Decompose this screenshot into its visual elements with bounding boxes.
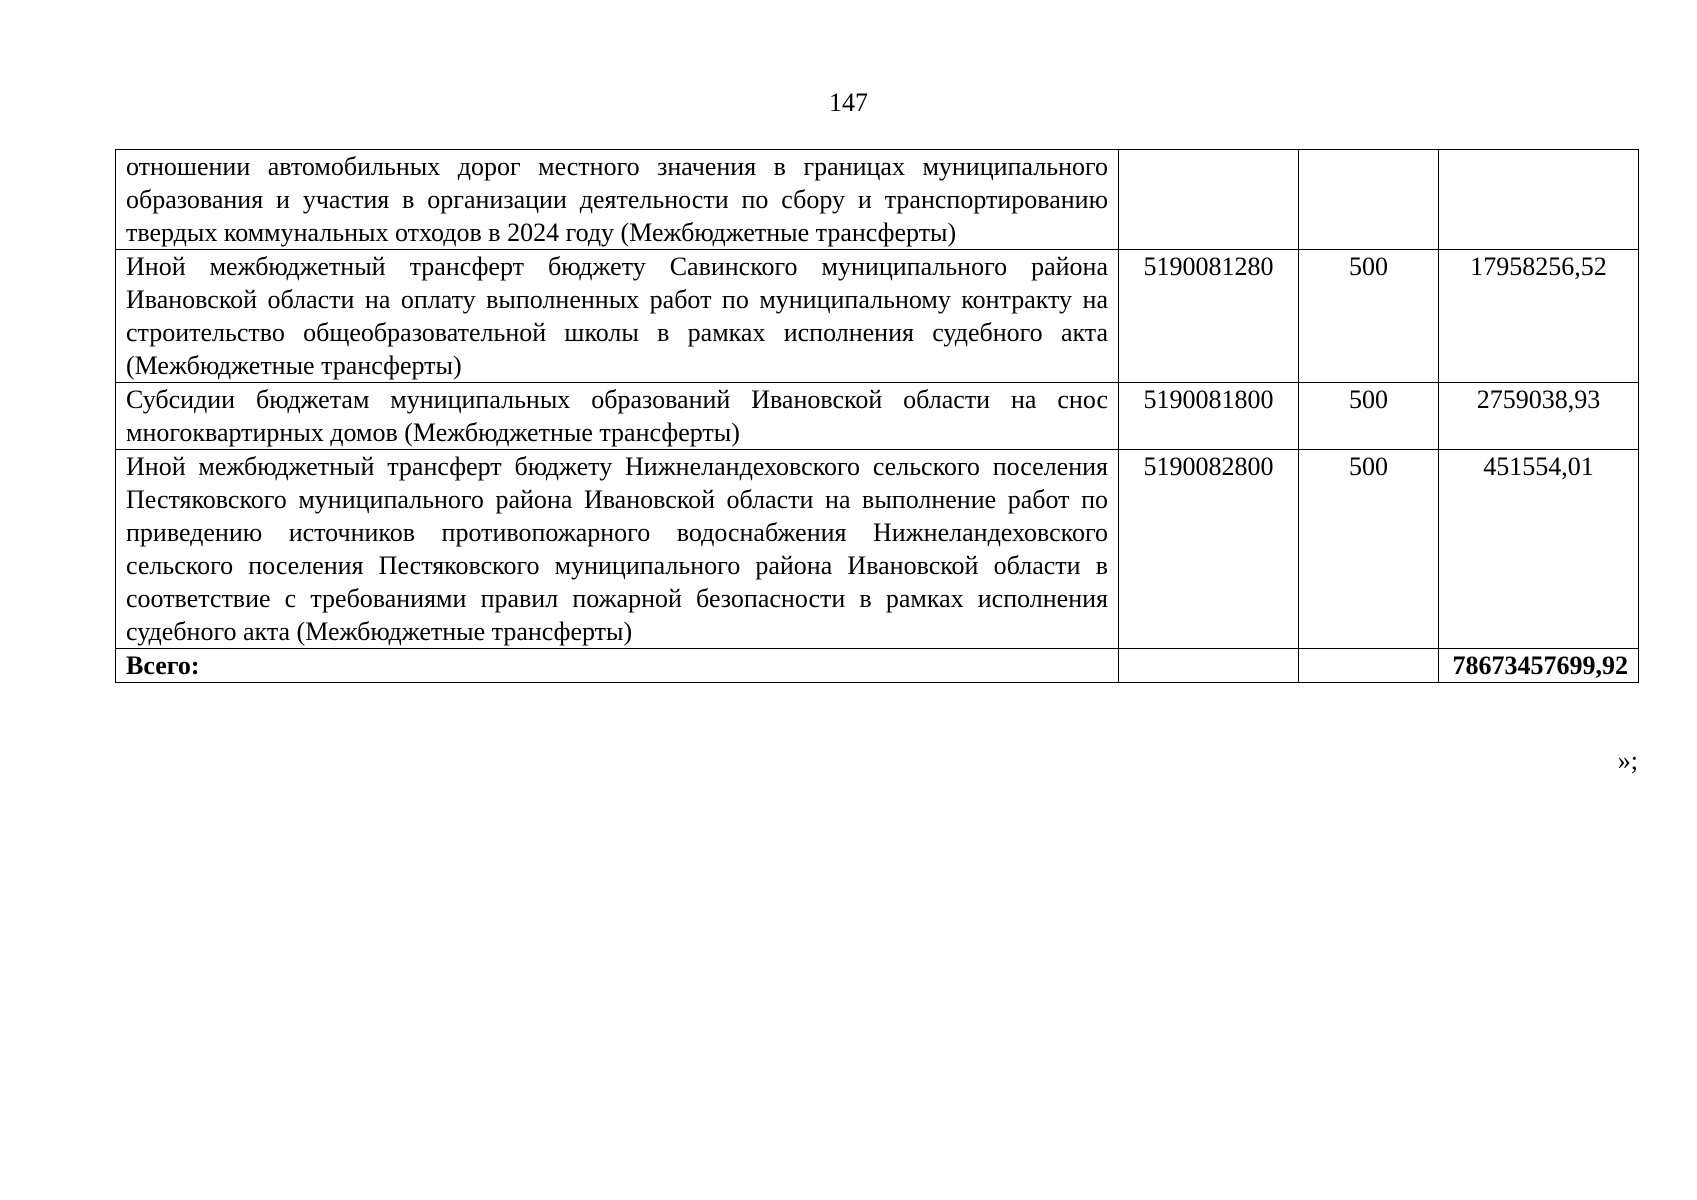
row-description: Иной межбюджетный трансферт бюджету Савинского муниципального района Ивановской области на оплату выполненных работ по муниципальному контракту на строительство общеобразовательной школы в рамках исполнения судебного акта (Межбюджетные трансферты) xyxy=(116,250,1119,383)
total-row xyxy=(116,649,1639,683)
row-description: Субсидии бюджетам муниципальных образований Ивановской области на снос многоквартирных домов (Межбюджетные трансферты) xyxy=(116,383,1119,450)
budget-table xyxy=(115,149,1639,683)
row-description: отношении автомобильных дорог местного значения в границах муниципального образования и участия в организации деятельности по сбору и транспортированию твердых коммунальных отходов в 2024 году (Межбюджетные трансферты) xyxy=(116,150,1119,250)
row-target-code: 5190081280 xyxy=(1119,250,1299,383)
row-expense-type: 500 xyxy=(1299,383,1439,450)
row-expense-type xyxy=(1299,150,1439,250)
row-expense-type: 500 xyxy=(1299,250,1439,383)
row-sum: 17958256,52 xyxy=(1439,250,1639,383)
total-target-code xyxy=(1119,649,1299,683)
row-target-code: 5190081800 xyxy=(1119,383,1299,450)
total-label: Всего: xyxy=(116,649,1119,683)
table-row xyxy=(116,150,1639,250)
row-sum: 2759038,93 xyxy=(1439,383,1639,450)
row-sum xyxy=(1439,150,1639,250)
table-row xyxy=(116,383,1639,450)
row-target-code: 5190082800 xyxy=(1119,450,1299,649)
table-row xyxy=(116,250,1639,383)
row-expense-type: 500 xyxy=(1299,450,1439,649)
row-sum: 451554,01 xyxy=(1439,450,1639,649)
page-number: 147 xyxy=(829,88,868,117)
row-target-code xyxy=(1119,150,1299,250)
total-sum: 78673457699,92 xyxy=(1439,649,1639,683)
closing-quote-mark: »; xyxy=(1617,746,1638,775)
total-expense-type xyxy=(1299,649,1439,683)
table-row xyxy=(116,450,1639,649)
row-description: Иной межбюджетный трансферт бюджету Нижнеландеховского сельского поселения Пестяковского муниципального района Ивановской области на выполнение работ по приведению источников противопожарного водоснабжения Нижнеландеховского сельского поселения Пестяковского муниципального района Ивановской области в соответствие с требованиями правил пожарной безопасности в рамках исполнения судебного акта (Межбюджетные трансферты) xyxy=(116,450,1119,649)
